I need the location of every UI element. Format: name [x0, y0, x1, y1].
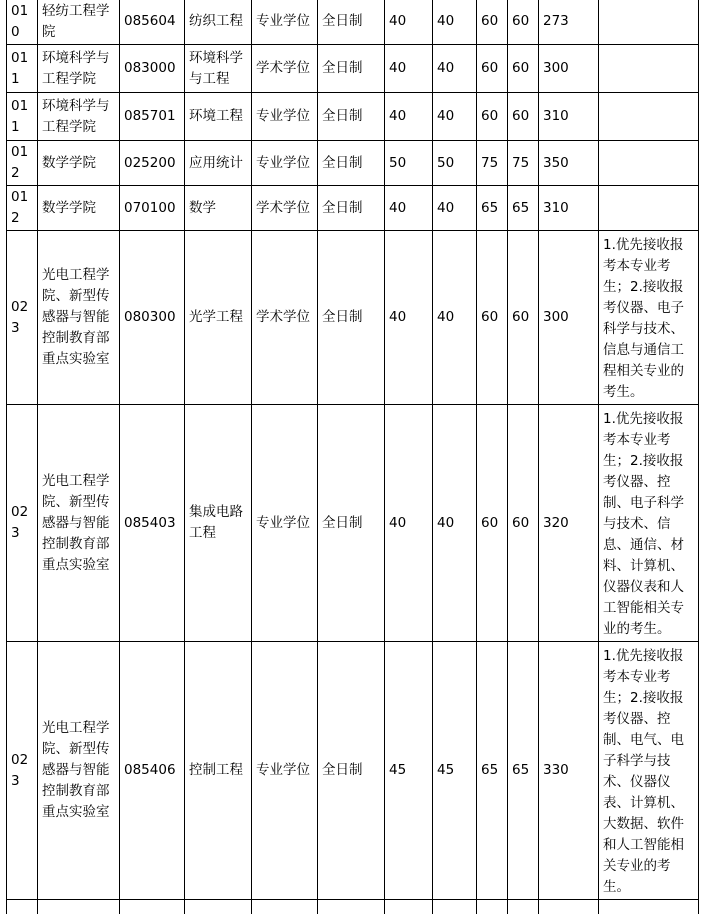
major-code-cell: 085701 [120, 93, 185, 141]
degree-type-cell: 学术学位 [252, 186, 318, 231]
foreign-language-score-cell: 45 [433, 642, 477, 900]
foreign-language-score-cell: 40 [433, 0, 477, 45]
total-score-cell: 320 [539, 405, 599, 642]
college-code-cell: 023 [7, 231, 38, 405]
subject2-score-cell: 60 [508, 0, 539, 45]
remarks-cell [599, 141, 699, 186]
total-score-cell: 350 [539, 141, 599, 186]
study-mode-cell: 全日制 [318, 405, 385, 642]
subject1-score-cell: 60 [477, 231, 508, 405]
major-name-cell: 数学 [185, 186, 252, 231]
remarks-cell [599, 186, 699, 231]
table-body [7, 0, 699, 914]
politics-score-cell: 40 [385, 186, 433, 231]
major-code-cell: 083000 [120, 45, 185, 93]
major-name-cell: 光学工程 [185, 231, 252, 405]
subject1-score-cell: 65 [477, 642, 508, 900]
foreign-language-score-cell: 50 [433, 141, 477, 186]
table-row-trailing [7, 900, 699, 914]
study-mode-cell: 全日制 [318, 45, 385, 93]
study-mode-cell: 全日制 [318, 141, 385, 186]
study-mode-cell: 全日制 [318, 642, 385, 900]
college-name-cell: 数学学院 [38, 141, 120, 186]
college-name-cell: 光电工程学院、新型传感器与智能控制教育部重点实验室 [38, 642, 120, 900]
subject1-score-cell: 60 [477, 405, 508, 642]
major-code-cell: 080300 [120, 231, 185, 405]
study-mode-cell: 全日制 [318, 186, 385, 231]
table-row [7, 405, 699, 642]
table-row [7, 0, 699, 45]
subject1-score-cell: 75 [477, 141, 508, 186]
college-code-cell: 023 [7, 642, 38, 900]
remarks-cell: 1.优先接收报考本专业考生；2.接收报考仪器、控制、电气、电子科学与技术、仪器仪表、计算机、大数据、软件和人工智能相关专业的考生。 [599, 642, 699, 900]
college-name-cell: 环境科学与工程学院 [38, 93, 120, 141]
politics-score-cell: 45 [385, 642, 433, 900]
table-row [7, 231, 699, 405]
college-code-cell: 011 [7, 45, 38, 93]
table-row [7, 141, 699, 186]
remarks-cell [599, 0, 699, 45]
major-name-cell: 纺织工程 [185, 0, 252, 45]
subject1-score-cell: 60 [477, 45, 508, 93]
major-code-cell: 085406 [120, 642, 185, 900]
table-row [7, 186, 699, 231]
foreign-language-score-cell: 40 [433, 45, 477, 93]
degree-type-cell: 学术学位 [252, 45, 318, 93]
total-score-cell: 310 [539, 186, 599, 231]
politics-score-cell: 50 [385, 141, 433, 186]
college-code-cell: 010 [7, 0, 38, 45]
major-code-cell: 085403 [120, 405, 185, 642]
degree-type-cell: 专业学位 [252, 93, 318, 141]
major-name-cell: 环境科学与工程 [185, 45, 252, 93]
major-name-cell: 控制工程 [185, 642, 252, 900]
total-score-cell: 310 [539, 93, 599, 141]
subject2-score-cell: 65 [508, 186, 539, 231]
major-name-cell: 集成电路工程 [185, 405, 252, 642]
politics-score-cell: 40 [385, 231, 433, 405]
subject2-score-cell: 60 [508, 231, 539, 405]
total-score-cell: 300 [539, 45, 599, 93]
major-code-cell: 025200 [120, 141, 185, 186]
degree-type-cell: 专业学位 [252, 0, 318, 45]
foreign-language-score-cell: 40 [433, 93, 477, 141]
subject1-score-cell: 60 [477, 0, 508, 45]
study-mode-cell: 全日制 [318, 93, 385, 141]
politics-score-cell: 40 [385, 45, 433, 93]
foreign-language-score-cell: 40 [433, 186, 477, 231]
foreign-language-score-cell: 40 [433, 405, 477, 642]
subject2-score-cell: 60 [508, 405, 539, 642]
major-name-cell: 应用统计 [185, 141, 252, 186]
table-row [7, 45, 699, 93]
degree-type-cell: 专业学位 [252, 141, 318, 186]
remarks-cell: 1.优先接收报考本专业考生；2.接收报考仪器、控制、电子科学与技术、信息、通信、材料、计算机、仪器仪表和人工智能相关专业的考生。 [599, 405, 699, 642]
college-name-cell: 轻纺工程学院 [38, 0, 120, 45]
foreign-language-score-cell: 40 [433, 231, 477, 405]
college-code-cell: 012 [7, 186, 38, 231]
subject2-score-cell: 65 [508, 642, 539, 900]
subject2-score-cell: 60 [508, 93, 539, 141]
major-name-cell: 环境工程 [185, 93, 252, 141]
subject1-score-cell: 60 [477, 93, 508, 141]
college-code-cell: 023 [7, 405, 38, 642]
college-name-cell: 数学学院 [38, 186, 120, 231]
subject1-score-cell: 65 [477, 186, 508, 231]
remarks-cell [599, 45, 699, 93]
politics-score-cell: 40 [385, 0, 433, 45]
degree-type-cell: 学术学位 [252, 231, 318, 405]
major-code-cell: 070100 [120, 186, 185, 231]
college-code-cell: 012 [7, 141, 38, 186]
study-mode-cell: 全日制 [318, 0, 385, 45]
remarks-cell: 1.优先接收报考本专业考生；2.接收报考仪器、电子科学与技术、信息与通信工程相关专业的考生。 [599, 231, 699, 405]
college-name-cell: 光电工程学院、新型传感器与智能控制教育部重点实验室 [38, 231, 120, 405]
politics-score-cell: 40 [385, 93, 433, 141]
table-row [7, 93, 699, 141]
politics-score-cell: 40 [385, 405, 433, 642]
subject2-score-cell: 60 [508, 45, 539, 93]
college-code-cell: 011 [7, 93, 38, 141]
study-mode-cell: 全日制 [318, 231, 385, 405]
total-score-cell: 273 [539, 0, 599, 45]
remarks-cell [599, 93, 699, 141]
total-score-cell: 300 [539, 231, 599, 405]
major-code-cell: 085604 [120, 0, 185, 45]
subject2-score-cell: 75 [508, 141, 539, 186]
table-row [7, 642, 699, 900]
total-score-cell: 330 [539, 642, 599, 900]
degree-type-cell: 专业学位 [252, 642, 318, 900]
college-name-cell: 环境科学与工程学院 [38, 45, 120, 93]
score-table [6, 0, 699, 914]
college-name-cell: 光电工程学院、新型传感器与智能控制教育部重点实验室 [38, 405, 120, 642]
degree-type-cell: 专业学位 [252, 405, 318, 642]
